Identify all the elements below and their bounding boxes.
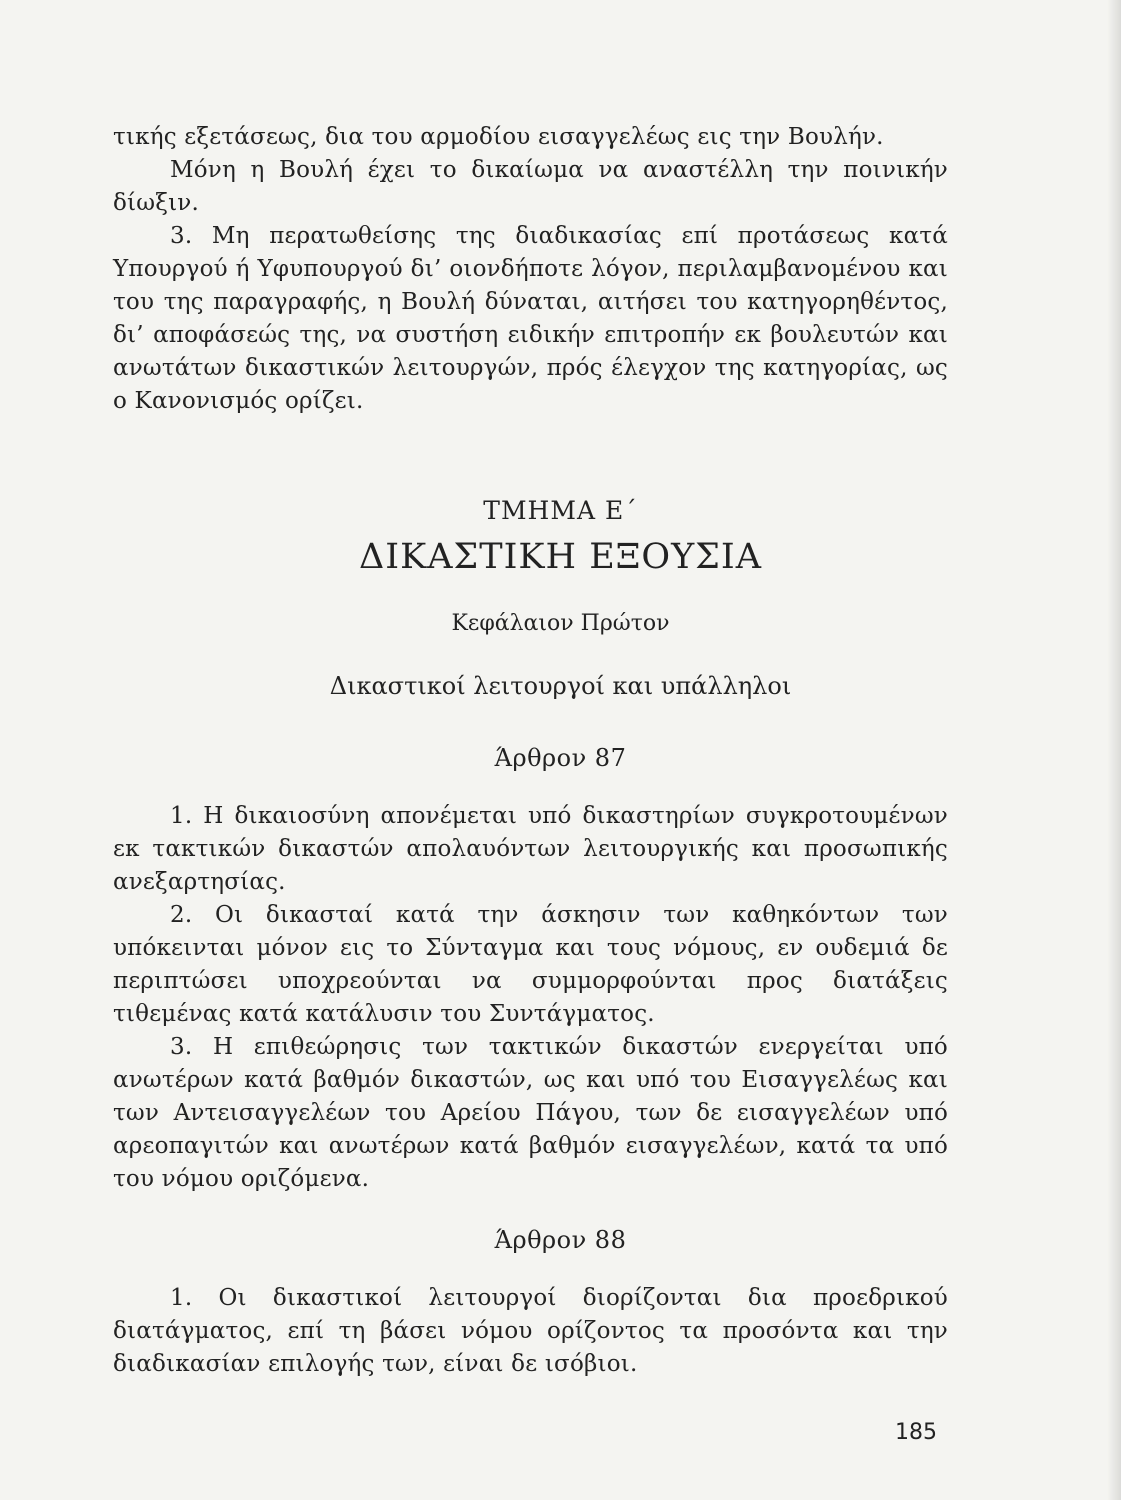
paragraph-3: 3. Μη περατωθείσης της διαδικασίας επί προτάσεως κατά Υπουργού ή Υφυπουργού δι’ οιονδήποτε λόγον, περιλαμβανομένου και του της παραγραφής, η Βουλή δύναται, αιτήσει του κατηγορηθέντος, δι’ αποφάσεώς της, να συστήση ειδικήν επιτροπήν εκ βουλευτών και ανωτάτων δικαστικών λειτουργών, πρός έλεγχον της κατηγορίας, ως ο Κανονισμός ορίζει. <box>113 223 948 414</box>
section-title: ΤΜΗΜΑ Ε΄ <box>483 496 638 525</box>
chapter-title: Κεφάλαιον Πρώτον <box>451 611 670 636</box>
page-number: 185 <box>895 1420 937 1445</box>
part-title: ΔΙΚΑΣΤΙΚΗ ΕΞΟΥΣΙΑ <box>358 537 763 577</box>
article-88-paragraph-1: 1. Οι δικαστικοί λειτουργοί διορίζονται δια προεδρικού διατάγματος, επί τη βάσει νόμου ορίζοντος τα προσόντα και την διαδικασίαν επιλογής των, είναι δε ισόβιοι. <box>113 1285 948 1377</box>
article-87-paragraph-3: 3. Η επιθεώρησις των τακτικών δικαστών ενεργείται υπό ανωτέρων κατά βαθμόν δικαστών, ως και υπό του Εισαγγελέως και των Αντεισαγγελέων του Αρείου Πάγου, των δε εισαγγελέων υπό αρεοπαγιτών και ανωτέρων κατά βαθμόν εισαγγελέων, κατά τα υπό του νόμου οριζόμενα. <box>113 1034 948 1192</box>
chapter-subtitle: Δικαστικοί λειτουργοί και υπάλληλοι <box>329 672 792 700</box>
article-87-paragraph-1: 1. Η δικαιοσύνη απονέμεται υπό δικαστηρίων συγκροτουμένων εκ τακτικών δικαστών απολαυόντων λειτουργικής και προσωπικής ανεξαρτησίας. <box>113 803 948 895</box>
article-88-heading: Άρθρον 88 <box>494 1226 627 1254</box>
article-87-body <box>113 800 948 1196</box>
paragraph-continuation: τικής εξετάσεως, δια του αρμοδίου εισαγγελέως εις την Βουλήν. <box>113 124 884 150</box>
top-text-block <box>113 121 948 418</box>
article-87-paragraph-2: 2. Οι δικασταί κατά την άσκησιν των καθηκόντων των υπόκεινται μόνον εις το Σύνταγμα και τους νόμους, εν ουδεμιά δε περιπτώσει υποχρεούνται να συμμορφούνται προς διατάξεις τιθεμένας κατά κατάλυσιν του Συντάγματος. <box>113 902 948 1027</box>
paragraph-2: Μόνη η Βουλή έχει το δικαίωμα να αναστέλλη την ποινικήν δίωξιν. <box>113 157 948 216</box>
article-87-heading: Άρθρον 87 <box>494 744 627 772</box>
article-88-body <box>113 1282 948 1381</box>
